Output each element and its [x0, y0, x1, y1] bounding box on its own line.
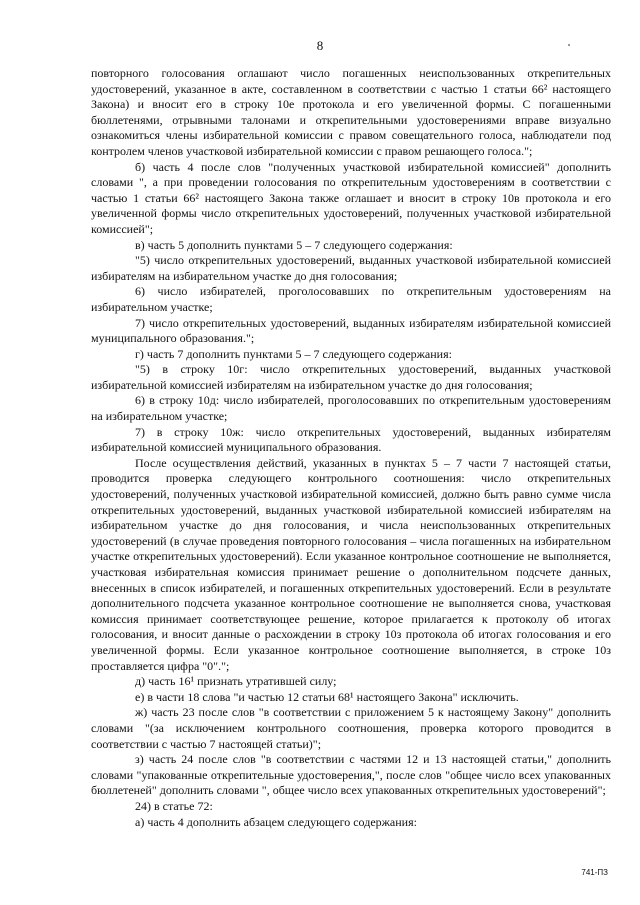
paragraph-d: д) часть 16¹ признать утратившей силу; — [135, 674, 337, 689]
paragraph-v-item-5: "5) число открепительных удостоверений, выданных участковой избирательной комиссией избирателям на избирательном участке до дня голосования; — [91, 253, 611, 283]
paragraph-24: 24) в статье 72: — [135, 798, 213, 813]
paragraph-control-check: После осуществления действий, указанных в пунктах 5 – 7 части 7 настоящей статьи, проводится проверка следующего контрольного соотношения: число открепительных удостоверений, полученных участковой избирательной комиссией, должно быть равно сумме числа открепительных удостоверений, выданных участковой избирательной комиссией избирателям на избирательном участке до дня голосования, и числа неиспользованных открепительных удостоверений (в случае проведения повторного голосования – числа погашенных на избирательном участке открепительных удостоверений). Если указанное контрольное соотношение не выполняется, участковая избирательная комиссия принимает решение о дополнительном подсчете данных, внесенных в список избирателей, и погашенных открепительных удостоверений. Если в результате дополнительного подсчета указанное контрольное соотношение не выполняется снова, участковая комиссия принимает соответствующее решение, которое прилагается к протоколу об итогах голосования, и вносит данные о расхождении в строку 10з протокола об итогах голосования и его увеличенной формы. Если указанное контрольное соотношение выполняется, в строке 10з проставляется цифра "0"."; — [91, 455, 611, 673]
paragraph-v-item-6: 6) число избирателей, проголосовавших по открепительным удостоверениям на избирательном участке; — [91, 284, 611, 314]
paragraph-g: г) часть 7 дополнить пунктами 5 – 7 следующего содержания: — [135, 346, 452, 361]
document-code: 741-ПЗ — [581, 868, 608, 877]
paragraph-v-item-7: 7) число открепительных удостоверений, выданных избирателям избирательной комиссией муниципального образования."; — [91, 315, 611, 346]
paragraph-continuation: повторного голосования оглашают число погашенных неиспользованных открепительных удостоверений, указанное в акте, составленном в соответствии с частью 1 статьи 66² настоящего Закона) и вносит его в строку 10е протокола и его увеличенной формы. С погашенными бюллетенями, отрывными талонами и открепительными удостоверениями вправе визуально ознакомиться члены избирательной комиссии с правом совещательного голоса, наблюдатели под контролем членов участковой избирательной комиссии с правом решающего голоса."; — [91, 66, 611, 158]
document-body — [91, 66, 611, 830]
paragraph-g-item-5: "5) в строку 10г: число открепительных удостоверений, выданных участковой избирательной комиссией избирателям на избирательном участке до дня голосования; — [91, 362, 611, 392]
paragraph-z: з) часть 24 после слов "в соответствии с частями 12 и 13 настоящей статьи," дополнить словами "упакованные открепительные удостоверения,", после слов "общее число всех упакованных бюллетеней" дополнить словами ", общее число всех упакованных открепительных удостоверений"; — [91, 752, 611, 798]
scan-speck — [568, 44, 570, 46]
paragraph-zh: ж) часть 23 после слов "в соответствии с приложением 5 к настоящему Закону" дополнить словами "(за исключением контрольного соотношения, проверка которого проводится в соответствии с частью 7 настоящей статьи)"; — [91, 705, 611, 751]
paragraph-24-a: а) часть 4 дополнить абзацем следующего содержания: — [135, 814, 417, 829]
paragraph-e: е) в части 18 слова "и частью 12 статьи 68¹ настоящего Закона" исключить. — [135, 689, 519, 704]
page-number: 8 — [316, 38, 324, 53]
paragraph-v: в) часть 5 дополнить пунктами 5 – 7 следующего содержания: — [135, 237, 453, 252]
paragraph-g-item-7: 7) в строку 10ж: число открепительных удостоверений, выданных избирателям избирательной комиссией муниципального образования. — [91, 424, 611, 455]
paragraph-b: б) часть 4 после слов "полученных участковой избирательной комиссией" дополнить словами ", а при проведении голосования по открепительным удостоверениям в соответствии с частью 1 статьи 66² настоящего Закона также оглашает и вносит в строку 10в протокола и его увеличенной формы число открепительных удостоверений, полученных участковой избирательной комиссией"; — [91, 159, 611, 236]
paragraph-g-item-6: 6) в строку 10д: число избирателей, проголосовавших по открепительным удостоверениям на избирательном участке; — [91, 393, 611, 424]
